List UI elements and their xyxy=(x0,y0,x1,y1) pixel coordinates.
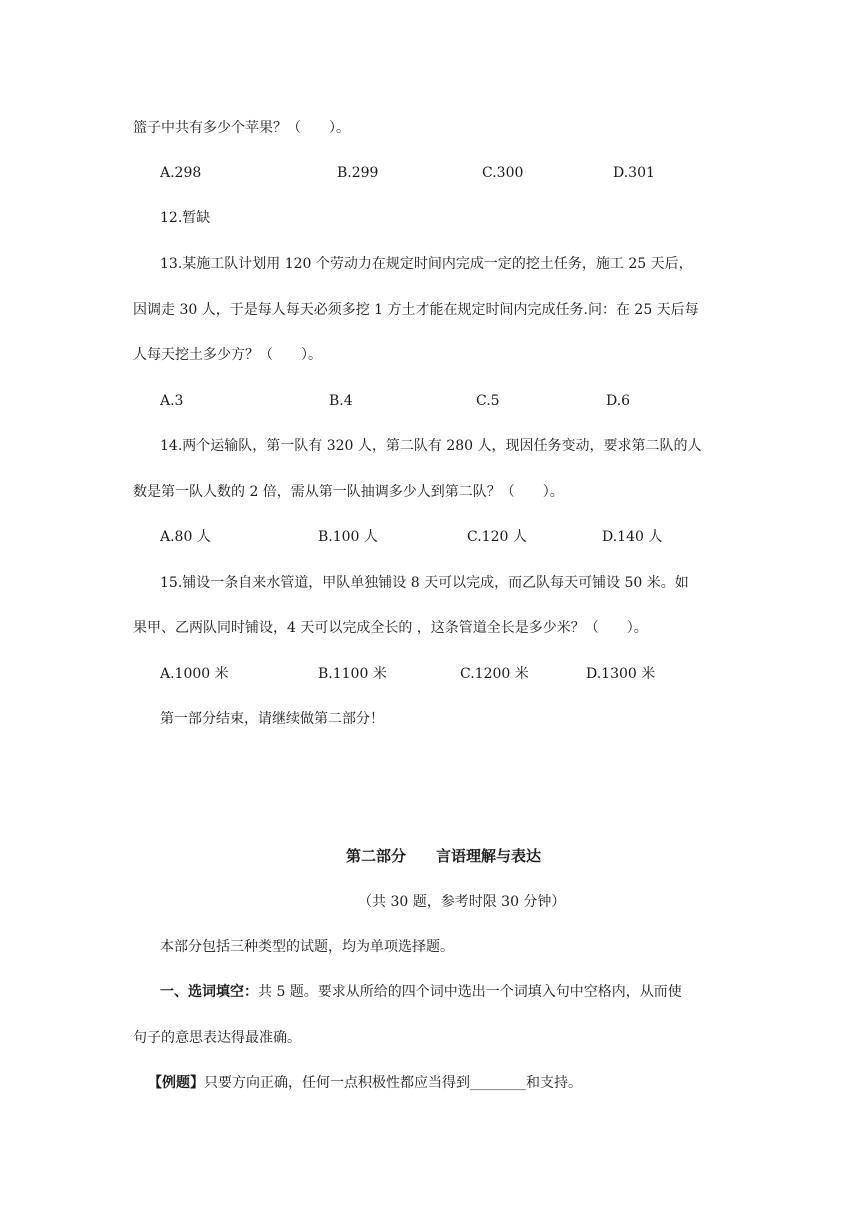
q13-option-a: A.3 xyxy=(160,393,184,409)
q13-line-1: 13.某施工队计划用 120 个劳动力在规定时间内完成一定的挖土任务，施工 25 天后， xyxy=(160,256,693,272)
q11-option-b: B.299 xyxy=(337,165,379,181)
q12-text: 12.暂缺 xyxy=(160,210,211,226)
part1-end-note: 第一部分结束，请继续做第二部分！ xyxy=(160,711,384,727)
q11-option-a: A.298 xyxy=(160,165,202,181)
q15-option-b: B.1100 米 xyxy=(318,666,387,682)
q15-line-1: 15.铺设一条自来水管道，甲队单独铺设 8 天可以完成，而乙队每天可铺设 50 米。如 xyxy=(160,575,689,591)
q13-line-3: 人每天挖土多少方？（ ）。 xyxy=(133,347,322,363)
section1-line-2: 句子的意思表达得最准确。 xyxy=(133,1030,301,1046)
q11-option-c: C.300 xyxy=(482,165,524,181)
part2-subtitle: （共 30 题，参考时限 30 分钟） xyxy=(358,894,566,910)
section1-text: 共 5 题。要求从所给的四个词中选出一个词填入句中空格内，从而使 xyxy=(258,984,682,1000)
q14-line-2: 数是第一队人数的 2 倍，需从第一队抽调多少人到第二队？（ ）。 xyxy=(133,484,564,500)
example-label: 【例题】 xyxy=(148,1075,204,1091)
q14-option-c: C.120 人 xyxy=(467,529,527,545)
q13-line-2: 因调走 30 人，于是每人每天必须多挖 1 方土才能在规定时间内完成任务.问：在 25 天后每 xyxy=(133,302,699,318)
q14-option-b: B.100 人 xyxy=(318,529,378,545)
q15-option-a: A.1000 米 xyxy=(160,666,229,682)
q14-option-d: D.140 人 xyxy=(602,529,663,545)
q15-option-c: C.1200 米 xyxy=(460,666,529,682)
section1-label: 一、选词填空： xyxy=(160,984,258,1000)
q13-option-d: D.6 xyxy=(606,393,631,409)
q13-option-b: B.4 xyxy=(329,393,353,409)
part2-title: 第二部分 言语理解与表达 xyxy=(346,847,542,865)
q15-line-2: 果甲、乙两队同时铺设，4 天可以完成全长的 ，这条管道全长是多少米？（ ）。 xyxy=(133,620,648,636)
section1-line-1 xyxy=(160,982,682,1002)
q14-option-a: A.80 人 xyxy=(160,529,211,545)
q13-option-c: C.5 xyxy=(476,393,500,409)
example-line xyxy=(148,1073,582,1093)
q11-option-d: D.301 xyxy=(613,165,655,181)
q11-tail: 篮子中共有多少个苹果？（ ）。 xyxy=(133,120,350,136)
q14-line-1: 14.两个运输队，第一队有 320 人，第二队有 280 人，现因任务变动，要求第二队的人 xyxy=(160,438,702,454)
example-text: 只要方向正确，任何一点积极性都应当得到________和支持。 xyxy=(204,1075,582,1091)
part2-intro: 本部分包括三种类型的试题，均为单项选择题。 xyxy=(160,939,454,955)
q15-option-d: D.1300 米 xyxy=(586,666,656,682)
